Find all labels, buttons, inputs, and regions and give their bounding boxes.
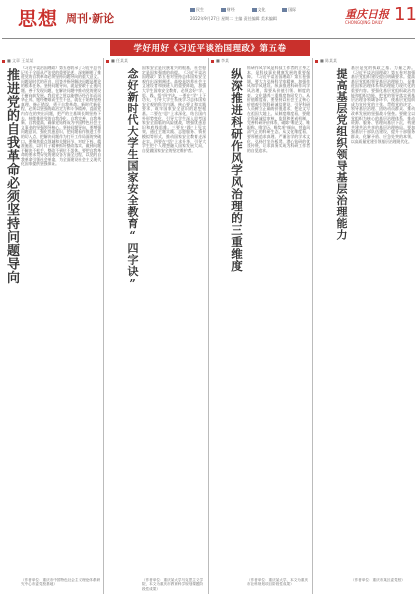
section-subtitle: 周刊·新论: [66, 12, 115, 25]
article-byline: ■ 陈某某: [315, 58, 337, 64]
article-byline: ■ 文章 王某某: [2, 58, 33, 64]
article-byline: ■ 李某: [211, 58, 229, 64]
article-body: 基层是党的执政之基、力量之源。《习近平谈治国理政》第五卷对加强基层党组织建设提出明确要求。提高基层党组织领导基层治理能力，是推进国家治理体系和治理能力现代化的重要内容。要强化基层党组织政治功能和组织功能，把党的领导落实到基层治理各领域各环节，使基层党组织成为宣传党的主张、贯彻党的决定、领导基层治理、团结动员群众、推动改革发展的坚强战斗堡垒。要健全以党组织为核心的基层治理体系，推动资源、服务、管理向基层下沉，构建共建共治共享的基层治理格局。要加强基层干部队伍建设，提升干部服务群众、化解矛盾、应急处突的本领，以高质量党建引领基层治理现代化。: [351, 66, 415, 144]
article-4: [313, 58, 417, 596]
article-title: 提高基层党组织领导基层治理能力: [335, 68, 348, 241]
bullet-icon: [106, 60, 109, 63]
article-title: 纵深推进科研作风学风治理的三重维度: [230, 68, 244, 272]
square-icon: [252, 8, 257, 12]
banner-rule: [2, 38, 415, 39]
stat-item: 民生: [190, 6, 218, 14]
article-footnote: （作者单位：重庆某大学，本文为重庆市社科规划项目阶段性成果）: [247, 578, 309, 587]
article-2: [104, 58, 208, 596]
article-title: 推进党的自我革命必须坚持问题导向: [4, 68, 19, 284]
bullet-icon: [315, 60, 318, 63]
newspaper-logo: 重庆日报: [345, 8, 389, 21]
page-number: 11: [394, 4, 417, 25]
bullet-icon: [211, 60, 214, 63]
article-footnote: （作者单位：重庆某大学马克思主义学院，本文为重庆市教育科学规划课题阶段性成果）: [142, 578, 204, 591]
article-body: 《习近平谈治国理政》第五卷收录了习近平总书记关于全面从严治党的重要论述，深刻阐明了推进党的自我革命必须坚持问题导向的重大意义。问题是时代的声音，回答并指导解决问题是理论的根本任务。坚持问题导向，就是要敢于正视问题、善于发现问题，在解决问题中推动党的建设不断向前发展。我们党之所以能够历经百年而风华正茂、饱经磨难而生生不息，就在于始终坚持真理、修正错误，勇于自我革命。新时代新征程，必须以坚强的政治定力和斗争精神，直面党内存在的突出问题，把严的主基调长期坚持下去，持续推进党的自我净化、自我完善、自我革新、自我提高，确保党始终成为中国特色社会主义事业的坚强领导核心。坚持问题导向，要增强问题意识，强化忧患意识，把问题看作推进工作的切入点，把解决问题作为打开工作局面的突破口。要聚焦重点领域和关键环节，对症下药、精准施治，以钉钉子精神抓好整改落实，做到问题不解决不松手、整改不到位不罢休。要把自我革命的要求贯穿党的建设各方面全过程，以党的自我革命引领社会革命，为全面建设社会主义现代化国家提供坚强保证。: [21, 66, 101, 167]
article-title: 念好新时代大学生国家安全教育“四字诀”: [126, 68, 139, 291]
stat-item: 国际: [282, 6, 310, 14]
stat-item: 财经: [221, 6, 249, 14]
square-icon: [221, 8, 226, 12]
square-icon: [190, 8, 195, 12]
article-footnote: （作者单位：重庆市某区委党校）: [351, 578, 405, 582]
article-footnote: （作者单位：重庆市中国特色社会主义理论体系研究中心市委党校基地）: [21, 578, 101, 587]
bullet-icon: [2, 60, 5, 63]
article-1: [0, 58, 103, 596]
article-body: 科研作风学风是科技工作者的立身之本，是科技事业健康发展的重要保障。《习近平谈治国理政》第五卷强调，要大力弘扬科学家精神，加强作风和学风建设。纵深推进科研作风学风治理，需要从价值引领、制度约束、文化涵养三重维度协同发力。从价值维度看，要坚持以社会主义核心价值观引领科研诚信建设，引导科研人员树立正确的价值追求，把论文写在祖国大地上。从制度维度看，要健全科研诚信审核、监督和惩戒机制，完善科研评价体系，破除“唯论文、唯职称、唯学历、唯奖项”倾向，营造风清气正的科研生态。从文化维度看，要厚植追求真理、严谨治学的学术文化，弘扬甘坐冷板凳、潜心钻研的优良传统，让求真务实成为科研工作者的自觉追求。: [247, 66, 310, 153]
square-icon: [282, 8, 287, 12]
article-body: 国家安全是民族复兴的根基，社会稳定是国家强盛的前提。《习近平谈治国理政》第五卷对坚持总体国家安全观作出深刻阐述。高校是培养社会主义建设者和接班人的重要阵地，加强大学生国家安全教育，必须念好“学、思、践、悟”四字诀。一要在“学”上下功夫，引导大学生系统学习总体国家安全观的科学内涵、核心要义和实践要求，筑牢国家安全意识的思想根基。二要在“思”上求深化，结合国内外形势变化，引导大学生深入思考国家安全面临的风险挑战，增强忧患意识和底线思维。三要在“践”上见实效，通过主题实践、志愿服务、情景模拟等形式，推动国家安全教育走深走实。四要在“悟”上求升华，引导大学生把个人理想融入国家发展大局，自觉做国家安全的坚定维护者。: [142, 66, 206, 153]
banner-text: 学好用好《习近平谈治国理政》第五卷: [133, 44, 287, 54]
masthead: [0, 0, 417, 34]
article-byline: ■ 任某某: [106, 58, 128, 64]
stat-item: 文化: [252, 6, 280, 14]
section-banner: [110, 40, 310, 56]
masthead-meta: 2022年9月27日 星期二 主编 责任编辑 美术编辑: [190, 16, 277, 21]
masthead-stats: [190, 6, 310, 14]
article-3: [209, 58, 312, 596]
newspaper-logo-sub: CHONGQING DAILY: [345, 20, 383, 25]
section-title: 思想: [18, 8, 59, 30]
